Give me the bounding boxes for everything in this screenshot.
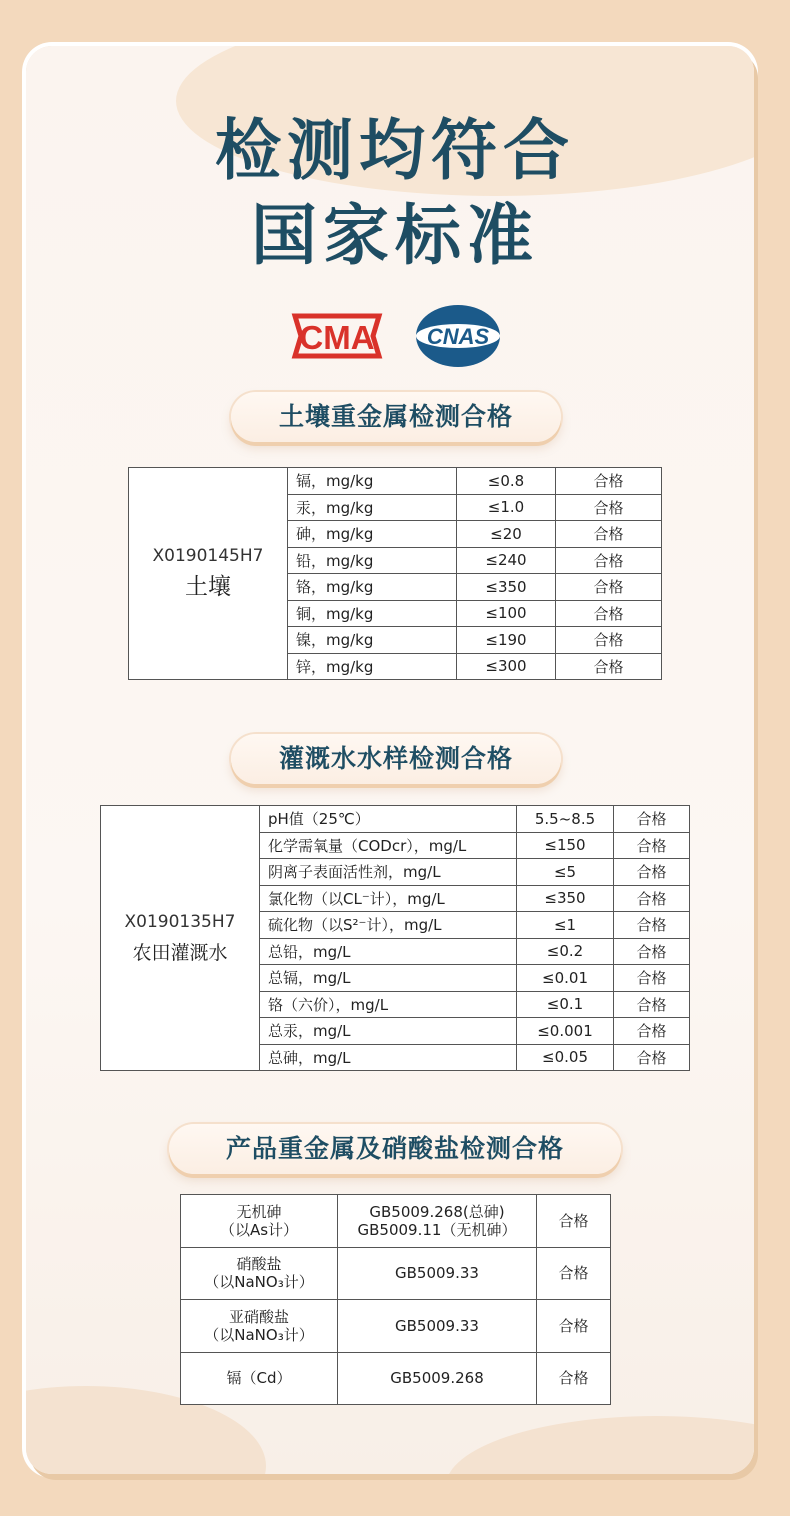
- item-cell: [181, 1195, 338, 1248]
- sample-code: X0190145H7: [152, 546, 264, 566]
- limit-cell: ≤5: [517, 859, 614, 886]
- table-row: [181, 1300, 611, 1353]
- item-cell: 镉（Cd）: [181, 1352, 338, 1405]
- cnas-logo-text: CNAS: [426, 324, 490, 349]
- section-heading-soil: 土壤重金属检测合格: [231, 392, 561, 442]
- sample-cell: [129, 468, 288, 680]
- standard-cell: [338, 1195, 537, 1248]
- standard-cell: GB5009.33: [338, 1300, 537, 1353]
- result-cell: 合格: [537, 1247, 611, 1300]
- item-cell: 总汞，mg/L: [260, 1018, 517, 1045]
- table-row: [129, 468, 662, 495]
- standard-cell: GB5009.268: [338, 1352, 537, 1405]
- result-cell: 合格: [556, 653, 662, 680]
- sample-code: X0190135H7: [124, 911, 236, 932]
- limit-cell: ≤0.05: [517, 1044, 614, 1071]
- limit-cell: ≤0.001: [517, 1018, 614, 1045]
- page-title-line1: 检测均符合: [215, 112, 575, 189]
- result-cell: 合格: [614, 965, 690, 992]
- item-cell: 化学需氧量（CODcr），mg/L: [260, 832, 517, 859]
- result-cell: 合格: [556, 600, 662, 627]
- item-basis: （以NaNO₃计）: [204, 1273, 314, 1292]
- result-cell: 合格: [556, 494, 662, 521]
- cnas-logo: [413, 303, 503, 369]
- table-row: [181, 1247, 611, 1300]
- item-cell: 镍，mg/kg: [288, 627, 457, 654]
- result-cell: 合格: [614, 912, 690, 939]
- result-cell: 合格: [556, 574, 662, 601]
- result-cell: 合格: [556, 547, 662, 574]
- decor-blob: [446, 1416, 754, 1474]
- item-cell: 铜，mg/kg: [288, 600, 457, 627]
- result-cell: 合格: [537, 1195, 611, 1248]
- result-cell: 合格: [614, 991, 690, 1018]
- limit-cell: ≤350: [517, 885, 614, 912]
- item-name: 无机砷: [236, 1202, 282, 1221]
- cma-logo-text: CMA: [299, 319, 375, 356]
- item-cell: 总铅，mg/L: [260, 938, 517, 965]
- item-cell: 锌，mg/kg: [288, 653, 457, 680]
- page-title-line2: 国家标准: [251, 197, 539, 274]
- result-cell: 合格: [614, 938, 690, 965]
- table-row: [181, 1195, 611, 1248]
- item-cell: 镉，mg/kg: [288, 468, 457, 495]
- item-cell: 总砷，mg/L: [260, 1044, 517, 1071]
- soil-test-table: [128, 467, 662, 680]
- result-cell: 合格: [556, 521, 662, 548]
- result-cell: 合格: [556, 627, 662, 654]
- result-cell: 合格: [556, 468, 662, 495]
- standard-line: GB5009.268(总砷): [369, 1202, 505, 1221]
- section-heading-water: 灌溉水水样检测合格: [231, 734, 561, 784]
- item-cell: 硫化物（以S²⁻计），mg/L: [260, 912, 517, 939]
- result-cell: 合格: [614, 1044, 690, 1071]
- table-row: [181, 1352, 611, 1405]
- water-test-table: [100, 805, 690, 1071]
- table-row: [101, 806, 690, 833]
- limit-cell: ≤190: [457, 627, 556, 654]
- item-cell: 铅，mg/kg: [288, 547, 457, 574]
- limit-cell: ≤20: [457, 521, 556, 548]
- item-cell: 铬（六价），mg/L: [260, 991, 517, 1018]
- item-cell: pH值（25℃）: [260, 806, 517, 833]
- item-cell: [181, 1247, 338, 1300]
- result-cell: 合格: [614, 806, 690, 833]
- section-heading-product: 产品重金属及硝酸盐检测合格: [169, 1124, 621, 1174]
- limit-cell: ≤100: [457, 600, 556, 627]
- sample-name: 农田灌溉水: [132, 941, 228, 964]
- limit-cell: ≤0.1: [517, 991, 614, 1018]
- item-name: 硝酸盐: [236, 1255, 282, 1274]
- item-cell: 砷，mg/kg: [288, 521, 457, 548]
- product-test-table: [180, 1194, 611, 1405]
- limit-cell: ≤1: [517, 912, 614, 939]
- item-cell: [181, 1300, 338, 1353]
- result-cell: 合格: [537, 1300, 611, 1353]
- item-cell: 氯化物（以CL⁻计），mg/L: [260, 885, 517, 912]
- limit-cell: ≤240: [457, 547, 556, 574]
- limit-cell: 5.5~8.5: [517, 806, 614, 833]
- item-cell: 铬，mg/kg: [288, 574, 457, 601]
- result-cell: 合格: [614, 832, 690, 859]
- item-cell: 总镉，mg/L: [260, 965, 517, 992]
- item-name: 亚硝酸盐: [228, 1307, 289, 1326]
- limit-cell: ≤0.2: [517, 938, 614, 965]
- result-cell: 合格: [614, 885, 690, 912]
- result-cell: 合格: [537, 1352, 611, 1405]
- limit-cell: ≤0.01: [517, 965, 614, 992]
- item-cell: 阴离子表面活性剂，mg/L: [260, 859, 517, 886]
- standard-cell: GB5009.33: [338, 1247, 537, 1300]
- sample-cell: [101, 806, 260, 1071]
- standard-line: GB5009.11（无机砷）: [357, 1220, 517, 1239]
- limit-cell: ≤150: [517, 832, 614, 859]
- limit-cell: ≤0.8: [457, 468, 556, 495]
- cma-logo: [289, 312, 385, 360]
- limit-cell: ≤300: [457, 653, 556, 680]
- item-basis: （以As计）: [219, 1220, 299, 1239]
- result-cell: 合格: [614, 859, 690, 886]
- item-basis: （以NaNO₃计）: [204, 1325, 314, 1344]
- item-cell: 汞，mg/kg: [288, 494, 457, 521]
- limit-cell: ≤350: [457, 574, 556, 601]
- limit-cell: ≤1.0: [457, 494, 556, 521]
- sample-name: 土壤: [185, 574, 231, 600]
- result-cell: 合格: [614, 1018, 690, 1045]
